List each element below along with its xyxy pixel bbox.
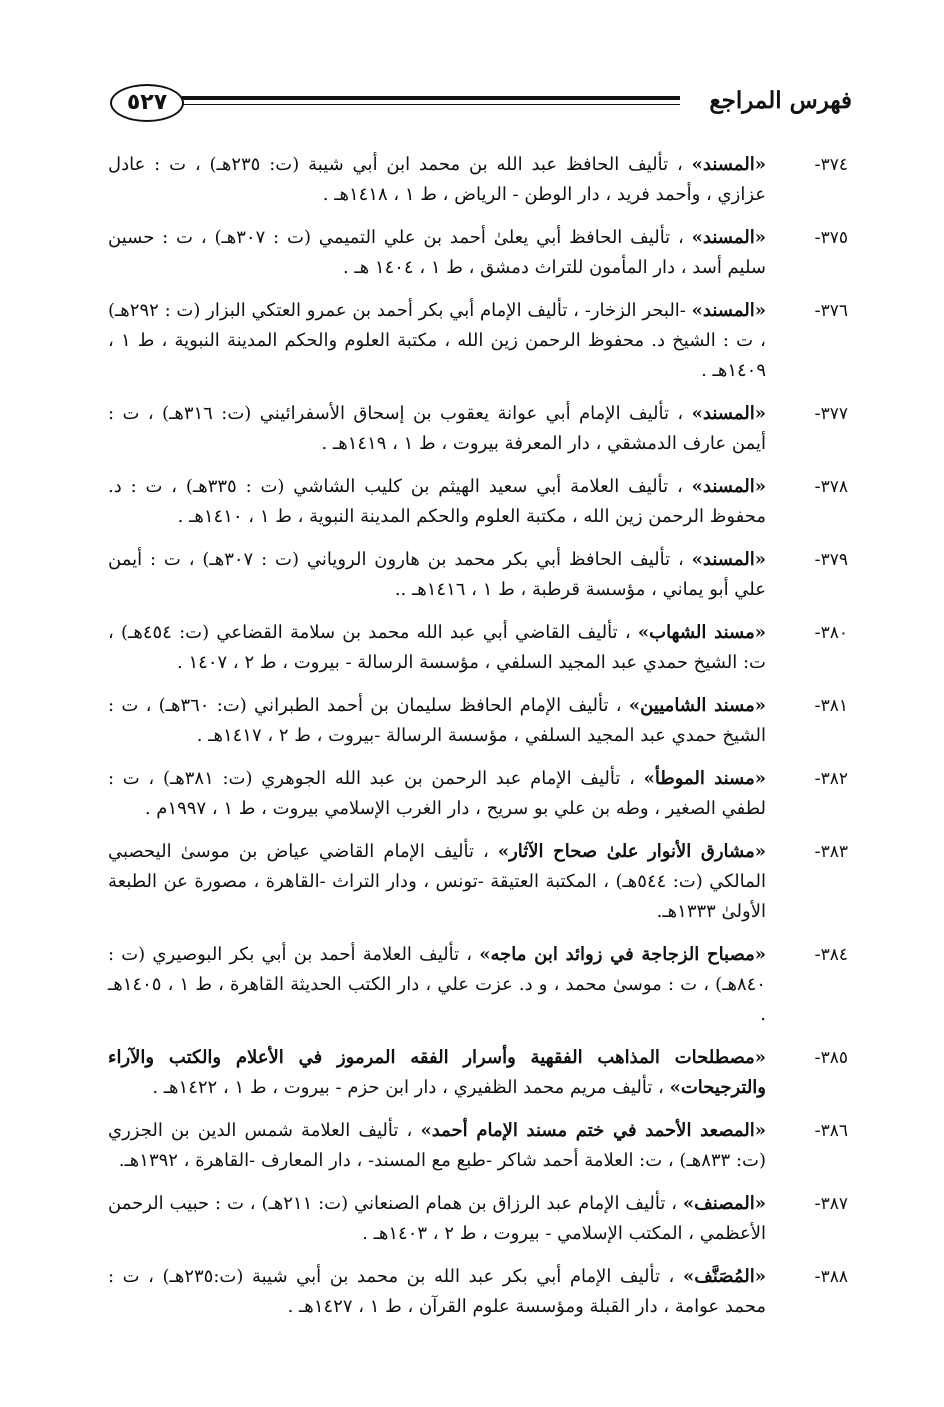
entry-text xyxy=(108,300,766,381)
entry-details: ، تأليف العلامة شمس الدين بن الجزري (ت: ٨٣٣هـ) ، ت: العلامة أحمد شاكر -طبع مع المسند- ، دار المعارف -القاهرة ، ١٣٩٢هـ. xyxy=(108,1120,766,1171)
entry-title: «المسند» xyxy=(691,403,766,424)
header-rule-thick-line xyxy=(182,96,680,100)
entry-text xyxy=(108,1193,766,1244)
entry-text xyxy=(108,549,766,600)
reference-entry xyxy=(108,618,848,678)
entry-text xyxy=(108,154,766,205)
entry-text xyxy=(108,403,766,454)
reference-entry xyxy=(108,296,848,386)
entry-details: ، تأليف الحافظ أبي يعلىٰ أحمد بن علي التميمي (ت : ٣٠٧هـ) ، ت : حسين سليم أسد ، دار المأمون للتراث دمشق ، ط ١ ، ١٤٠٤ هـ . xyxy=(108,227,766,278)
reference-entry xyxy=(108,1189,848,1249)
entry-number: ٣٨٨- xyxy=(814,1267,848,1287)
entry-number: ٣٧٥- xyxy=(814,228,848,248)
entry-number: ٣٧٨- xyxy=(814,477,848,497)
entry-details: ، تأليف الإمام الحافظ سليمان بن أحمد الطبراني (ت: ٣٦٠هـ) ، ت : الشيخ حمدي عبد المجيد السلفي ، مؤسسة الرسالة -بيروت ، ط ٢ ، ١٤١٧هـ . xyxy=(108,695,766,746)
entry-text xyxy=(108,622,766,673)
entry-details: ، تأليف الإمام أبي بكر عبد الله بن محمد بن أبي شيبة (ت:٢٣٥هـ) ، ت : محمد عوامة ، دار القبلة ومؤسسة علوم القرآن ، ط ١ ، ١٤٢٧هـ . xyxy=(108,1266,766,1317)
reference-entry xyxy=(108,1262,848,1322)
reference-entry xyxy=(108,764,848,824)
entry-text xyxy=(108,227,766,278)
page-number: ٥٢٧ xyxy=(110,84,184,122)
entry-number: ٣٨٣- xyxy=(814,842,848,862)
entry-details: ، تأليف الحافظ عبد الله بن محمد ابن أبي شيبة (ت: ٢٣٥هـ) ، ت : عادل عزازي ، وأحمد فريد ، دار الوطن - الرياض ، ط ١ ، ١٤١٨هـ . xyxy=(108,154,766,205)
reference-entry xyxy=(108,691,848,751)
entry-title: «مشارق الأنوار علىٰ صحاح الآثار» xyxy=(497,841,766,862)
entry-details: ، تأليف الإمام عبد الرزاق بن همام الصنعاني (ت: ٢١١هـ) ، ت : حبيب الرحمن الأعظمي ، المكتب الإسلامي - بيروت ، ط ٢ ، ١٤٠٣هـ . xyxy=(108,1193,766,1244)
entry-number: ٣٨١- xyxy=(814,696,848,716)
entry-details: -البحر الزخار- ، تأليف الإمام أبي بكر أحمد بن عمرو العتكي البزار (ت : ٢٩٢هـ) ، ت : الشيخ د. محفوظ الرحمن زين الله ، مكتبة العلوم والحكم المدينة النبوية ، ط ١ ، ١٤٠٩هـ . xyxy=(108,300,766,381)
entry-text xyxy=(108,1266,766,1317)
entry-number: ٣٨٤- xyxy=(814,945,848,965)
entry-details: ، تأليف الإمام أبي عوانة يعقوب بن إسحاق الأسفرائيني (ت: ٣١٦هـ) ، ت : أيمن عارف الدمشقي ، دار المعرفة بيروت ، ط ١ ، ١٤١٩هـ . xyxy=(108,403,766,454)
entry-details: ، تأليف الحافظ أبي بكر محمد بن هارون الروياني (ت : ٣٠٧هـ) ، ت : أيمن علي أبو يماني ، مؤسسة قرطبة ، ط ١ ، ١٤١٦هـ .. xyxy=(108,549,766,600)
entry-details: ، تأليف الإمام عبد الرحمن بن عبد الله الجوهري (ت: ٣٨١هـ) ، ت : لطفي الصغير ، وطه بن علي بو سريح ، دار الغرب الإسلامي بيروت ، ط ١ ، ١٩٩٧م . xyxy=(108,768,766,819)
entry-text xyxy=(108,944,766,1025)
header-title: فهرس المراجع xyxy=(709,87,852,114)
entry-title: «المسند» xyxy=(691,300,766,321)
entry-title: «المسند» xyxy=(691,549,766,570)
entry-title: «مصباح الزجاجة في زوائد ابن ماجه» xyxy=(479,944,766,965)
entry-number: ٣٧٦- xyxy=(814,301,848,321)
entry-text xyxy=(108,695,766,746)
reference-entry xyxy=(108,150,848,210)
entry-text xyxy=(108,1120,766,1171)
entry-number: ٣٧٩- xyxy=(814,550,848,570)
reference-entry xyxy=(108,1116,848,1176)
entry-title: «مسند الشهاب» xyxy=(637,622,766,643)
reference-entry xyxy=(108,472,848,532)
entry-number: ٣٨٠- xyxy=(814,623,848,643)
entry-title: «مصطلحات المذاهب الفقهية وأسرار الفقه المرموز في الأعلام والكتب والآراء والترجيحات» xyxy=(108,1047,766,1098)
entry-text xyxy=(108,476,766,527)
entry-details: ، تأليف الإمام القاضي عياض بن موسىٰ اليحصبي المالكي (ت: ٥٤٤هـ) ، المكتبة العتيقة -تونس ، ودار التراث -القاهرة ، مصورة عن الطبعة الأولىٰ ١٣٣٣هـ. xyxy=(108,841,767,922)
entry-title: «المسند» xyxy=(691,227,767,248)
entry-text xyxy=(108,768,766,819)
entry-text xyxy=(108,841,766,922)
entry-title: «المُصَنَّف» xyxy=(682,1266,767,1287)
reference-entry xyxy=(108,399,848,459)
entry-number: ٣٨٦- xyxy=(814,1121,848,1141)
entry-details: ، تأليف العلامة أحمد بن أبي بكر البوصيري (ت : ٨٤٠هـ) ، ت : موسىٰ محمد ، و د. عزت علي ، دار الكتب الحديثة القاهرة ، ط ١ ، ١٤٠٥هـ . xyxy=(108,944,766,1025)
reference-entry xyxy=(108,545,848,605)
header-rule-thin-line xyxy=(182,104,680,105)
entry-title: «مسند الموطأ» xyxy=(643,768,766,789)
entry-title: «مسند الشاميين» xyxy=(628,695,766,716)
reference-entry xyxy=(108,940,848,1030)
entry-number: ٣٧٧- xyxy=(814,404,848,424)
reference-entry xyxy=(108,837,848,927)
entry-details: ، تأليف القاضي أبي عبد الله محمد بن سلامة القضاعي (ت: ٤٥٤هـ) ، ت: الشيخ حمدي عبد المجيد السلفي ، مؤسسة الرسالة - بيروت ، ط ٢ ، ١٤٠٧ . xyxy=(108,622,766,673)
entry-number: ٣٧٤- xyxy=(814,155,848,175)
header-rule xyxy=(182,96,680,108)
entry-details: ، تأليف مريم محمد الظفيري ، دار ابن حزم - بيروت ، ط ١ ، ١٤٢٢هـ . xyxy=(152,1077,670,1098)
reference-list xyxy=(108,150,848,1335)
running-header xyxy=(100,78,852,130)
entry-number: ٣٨٥- xyxy=(814,1048,848,1068)
entry-details: ، تأليف العلامة أبي سعيد الهيثم بن كليب الشاشي (ت : ٣٣٥هـ) ، ت : د. محفوظ الرحمن زين الله ، مكتبة العلوم والحكم المدينة النبوية ، ط ١ ، ١٤١٠هـ . xyxy=(108,476,766,527)
reference-entry xyxy=(108,223,848,283)
reference-entry xyxy=(108,1043,848,1103)
entry-title: «المصعد الأحمد في ختم مسند الإمام أحمد» xyxy=(420,1120,766,1141)
entry-text xyxy=(108,1047,766,1098)
entry-title: «المسند» xyxy=(691,476,766,497)
entry-number: ٣٨٧- xyxy=(814,1194,848,1214)
entry-title: «المصنف» xyxy=(682,1193,766,1214)
entry-number: ٣٨٢- xyxy=(814,769,848,789)
entry-title: «المسند» xyxy=(691,154,766,175)
